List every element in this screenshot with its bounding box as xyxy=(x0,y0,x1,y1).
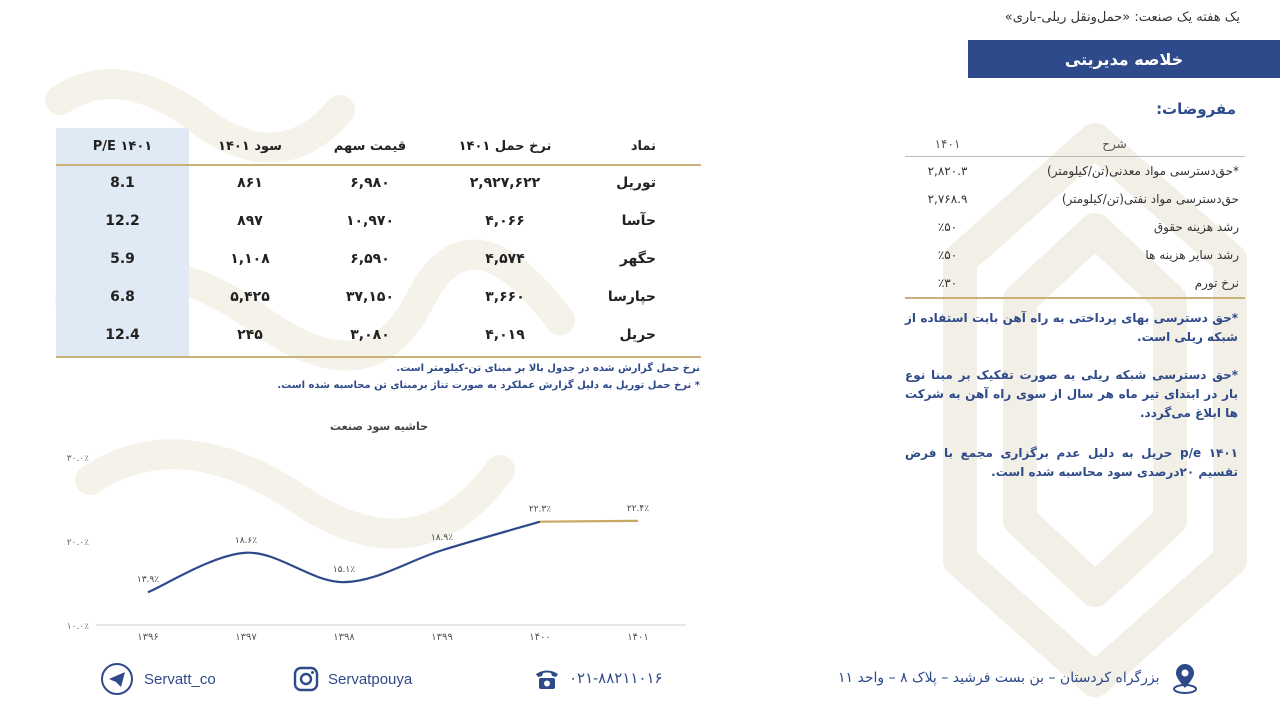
assumptions-col-year: ۱۴۰۱ xyxy=(934,137,961,151)
assumptions-table xyxy=(905,132,1245,297)
cell-share-price: ۱۰,۹۷۰ xyxy=(345,213,395,229)
table-row xyxy=(56,316,701,354)
instagram-icon xyxy=(292,665,320,693)
telegram-handle: Servatt_co xyxy=(144,670,216,688)
address-text: بزرگراه کردستان – بن بست فرشید – پلاک ۸ – واحد ۱۱ xyxy=(838,670,1160,686)
col-profit: سود ۱۴۰۱ xyxy=(218,138,282,154)
table-row xyxy=(56,164,701,202)
instagram-handle: Servatpouya xyxy=(328,670,413,688)
assumptions-row xyxy=(905,241,1245,269)
data-label: ۱۸.۹٪ xyxy=(430,533,454,544)
cell-pe: 12.2 xyxy=(105,213,140,229)
location-pin-icon xyxy=(1170,662,1200,694)
assumption-value: ٪۳۰ xyxy=(937,276,958,290)
cell-share-price: ۳۷,۱۵۰ xyxy=(345,289,395,305)
table-footnote: * نرخ حمل توریل به دلیل گزارش عملکرد به صورت تناژ برمبنای تن محاسبه شده است. xyxy=(277,380,700,391)
table-row xyxy=(56,278,701,316)
assumption-value: ۲,۷۶۸.۹ xyxy=(927,192,968,206)
table-header-row xyxy=(56,128,701,164)
cell-pe: 12.4 xyxy=(105,327,140,343)
assumptions-divider xyxy=(905,297,1245,299)
assumptions-row xyxy=(905,157,1245,185)
data-label: ۱۵.۱٪ xyxy=(332,565,356,576)
assumptions-header-row xyxy=(905,132,1245,157)
y-tick-label: ۱۰.۰٪ xyxy=(66,622,89,632)
x-tick-label: ۱۴۰۱ xyxy=(627,632,649,643)
chart-title: حاشیه سود صنعت xyxy=(330,420,429,433)
assumptions-row xyxy=(905,185,1245,213)
data-label: ۲۲.۳٪ xyxy=(528,504,552,515)
cell-symbol: توریل xyxy=(616,175,656,191)
telegram-icon xyxy=(100,662,134,696)
cell-pe: 5.9 xyxy=(110,251,135,267)
assumption-desc: حق‌دسترسی مواد نفتی(تن/کیلومتر) xyxy=(1061,192,1239,206)
report-title: یک هفته یک صنعت: «حمل‌ونقل ریلی-باری» xyxy=(1004,10,1240,25)
cell-profit: ۲۴۵ xyxy=(237,327,263,343)
y-tick-label: ۲۰.۰٪ xyxy=(66,538,89,548)
assumption-note-network: *حق دسترسی شبکه ریلی به صورت تفکیک بر مبنا نوع بار در ابتدای تیر ماه هر سال از سوی راه آهن به شرکت ها ابلاغ می‌گردد. xyxy=(905,368,1238,420)
cell-pe: 6.8 xyxy=(110,289,135,305)
summary-banner: خلاصه مدیریتی xyxy=(968,40,1280,78)
data-label: ۱۳.۹٪ xyxy=(136,575,160,586)
col-symbol: نماد xyxy=(630,138,656,154)
assumption-desc: *حق‌دسترسی مواد معدنی(تن/کیلومتر) xyxy=(1047,164,1239,178)
assumption-desc: رشد سایر هزینه ها xyxy=(1145,248,1239,262)
assumption-note-access-fee: *حق دسترسی بهای پرداختی به راه آهن بابت استفاده از شبکه ریلی است. xyxy=(905,311,1238,344)
series-line-forecast xyxy=(540,521,638,522)
x-tick-label: ۱۳۹۶ xyxy=(137,632,159,643)
cell-freight-rate: ۲,۹۲۷,۶۲۲ xyxy=(469,175,541,191)
cell-symbol: حریل xyxy=(619,327,656,343)
cell-profit: ۵,۴۲۵ xyxy=(230,289,270,305)
cell-freight-rate: ۳,۶۶۰ xyxy=(485,289,525,305)
cell-pe: 8.1 xyxy=(110,175,135,191)
assumption-desc: رشد هزینه حقوق xyxy=(1153,220,1239,234)
cell-share-price: ۶,۹۸۰ xyxy=(350,175,390,191)
col-pe: ۱۴۰۱ P/E xyxy=(92,138,153,154)
col-share-price: قیمت سهم xyxy=(333,138,407,154)
assumption-note-pe: p/e ۱۴۰۱ حریل به دلیل عدم برگزاری مجمع با فرض تقسیم ۲۰درصدی سود محاسبه شده است. xyxy=(905,446,1238,479)
assumption-value: ٪۵۰ xyxy=(937,248,958,262)
cell-share-price: ۳,۰۸۰ xyxy=(350,327,390,343)
table-footnote: نرخ حمل گزارش شده در جدول بالا بر مبنای تن-کیلومتر است. xyxy=(396,363,700,374)
cell-symbol: حآسا xyxy=(621,213,656,229)
table-bottom-divider xyxy=(56,356,701,358)
cell-freight-rate: ۴,۰۱۹ xyxy=(485,327,525,343)
cell-profit: ۸۹۷ xyxy=(237,213,263,229)
footer-telegram[interactable] xyxy=(100,662,216,696)
profit-margin-chart xyxy=(56,430,706,650)
cell-symbol: حگهر xyxy=(619,251,656,267)
assumptions-heading: مفروضات: xyxy=(1156,100,1236,118)
cell-freight-rate: ۴,۰۶۶ xyxy=(485,213,525,229)
x-tick-label: ۱۳۹۸ xyxy=(333,632,355,643)
data-label: ۱۸.۶٪ xyxy=(234,535,258,546)
footer-instagram[interactable] xyxy=(292,665,412,693)
x-tick-label: ۱۳۹۹ xyxy=(431,632,453,643)
assumption-value: ٪۵۰ xyxy=(937,220,958,234)
table-row xyxy=(56,202,701,240)
y-tick-label: ۳۰.۰٪ xyxy=(66,454,89,464)
assumption-desc: نرخ تورم xyxy=(1194,276,1239,290)
assumptions-col-desc: شرح xyxy=(1102,137,1127,151)
phone-icon xyxy=(533,665,561,691)
x-tick-label: ۱۳۹۷ xyxy=(235,632,257,643)
footer-address xyxy=(838,662,1200,694)
phone-number: ۰۲۱-۸۸۲۱۱۰۱۶ xyxy=(569,670,663,687)
cell-profit: ۸۶۱ xyxy=(237,175,263,191)
cell-symbol: حپارسا xyxy=(607,289,656,305)
col-freight-rate: نرخ حمل ۱۴۰۱ xyxy=(458,138,552,154)
assumption-value: ۲,۸۲۰.۳ xyxy=(927,164,968,178)
series-line-actual xyxy=(148,522,540,593)
cell-freight-rate: ۴,۵۷۴ xyxy=(485,251,525,267)
x-tick-label: ۱۴۰۰ xyxy=(529,632,551,643)
assumptions-row xyxy=(905,269,1245,297)
assumptions-row xyxy=(905,213,1245,241)
footer-phone[interactable] xyxy=(533,665,663,691)
table-row xyxy=(56,240,701,278)
data-label: ۲۲.۴٪ xyxy=(626,503,650,514)
companies-table xyxy=(56,128,701,354)
cell-share-price: ۶,۵۹۰ xyxy=(350,251,390,267)
cell-profit: ۱,۱۰۸ xyxy=(230,251,270,267)
